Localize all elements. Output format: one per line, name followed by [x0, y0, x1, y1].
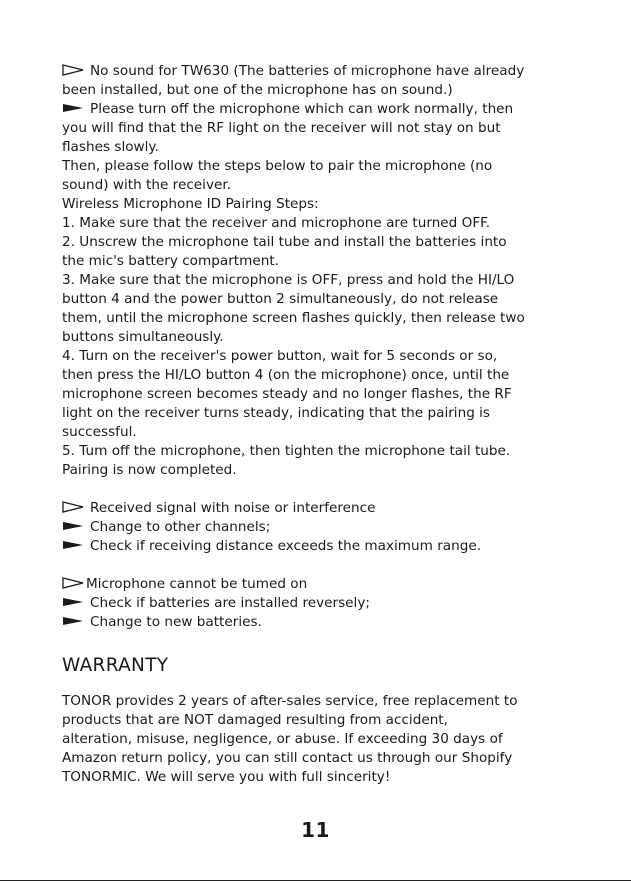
troubleshooting-section — [62, 62, 572, 632]
step-line: 3. Make sure that the microphone is OFF, press and hold the HI/LO — [62, 272, 515, 288]
filled-arrow-icon — [62, 539, 84, 551]
solution-line: Check if batteries are installed reversely; — [62, 594, 572, 613]
warranty-line: TONORMIC. We will serve you with full sincerity! — [62, 769, 391, 785]
warranty-heading: WARRANTY — [62, 655, 169, 676]
filled-arrow-icon — [62, 520, 84, 532]
page-number: 11 — [301, 818, 330, 842]
step-line: 2. Unscrew the microphone tail tube and install the batteries into — [62, 234, 507, 250]
step-line: the mic's battery compartment. — [62, 253, 279, 269]
step-line: microphone screen becomes steady and no longer flashes, the RF — [62, 386, 512, 402]
warranty-line: products that are NOT damaged resulting from accident, — [62, 712, 448, 728]
body-line: sound) with the receiver. — [62, 177, 232, 193]
solution-line: Please turn off the microphone which can work normally, then — [62, 100, 572, 119]
page-bottom-divider — [0, 880, 631, 881]
body-line: flashes slowly. — [62, 139, 159, 155]
step-line: light on the receiver turns steady, indicating that the pairing is — [62, 405, 491, 421]
problem-line: No sound for TW630 (The batteries of microphone have already — [62, 62, 572, 81]
solution-line: Change to other channels; — [62, 518, 572, 537]
problem-line: been installed, but one of the microphone has on sound.) — [62, 82, 453, 98]
problem-line: Received signal with noise or interference — [62, 499, 572, 518]
body-line: Then, please follow the steps below to pair the microphone (no — [62, 158, 493, 174]
step-line: then press the HI/LO button 4 (on the microphone) once, until the — [62, 367, 510, 383]
filled-arrow-icon — [62, 596, 84, 608]
step-line: Pairing is now completed. — [62, 462, 237, 478]
step-line: 1. Make sure that the receiver and microphone are turned OFF. — [62, 215, 491, 231]
step-line: 4. Turn on the receiver's power button, wait for 5 seconds or so, — [62, 348, 498, 364]
step-line: them, until the microphone screen flashes quickly, then release two — [62, 310, 525, 326]
outline-arrow-icon — [62, 64, 84, 76]
solution-line: Change to new batteries. — [62, 613, 572, 632]
outline-arrow-icon — [62, 577, 84, 589]
body-line: you will find that the RF light on the receiver will not stay on but — [62, 120, 501, 136]
warranty-line: alteration, misuse, negligence, or abuse. If exceeding 30 days of — [62, 731, 503, 747]
step-line: buttons simultaneously. — [62, 329, 224, 345]
outline-arrow-icon — [62, 501, 84, 513]
problem-line: Microphone cannot be tumed on — [62, 575, 572, 594]
filled-arrow-icon — [62, 102, 84, 114]
warranty-line: Amazon return policy, you can still contact us through our Shopify — [62, 750, 513, 766]
step-line: successful. — [62, 424, 137, 440]
step-line: 5. Tum off the microphone, then tighten the microphone tail tube. — [62, 443, 511, 459]
warranty-line: TONOR provides 2 years of after-sales service, free replacement to — [62, 693, 518, 709]
solution-line: Check if receiving distance exceeds the maximum range. — [62, 537, 572, 556]
step-line: button 4 and the power button 2 simultaneously, do not release — [62, 291, 499, 307]
warranty-text — [62, 692, 518, 787]
steps-heading: Wireless Microphone ID Pairing Steps: — [62, 196, 319, 212]
filled-arrow-icon — [62, 615, 84, 627]
